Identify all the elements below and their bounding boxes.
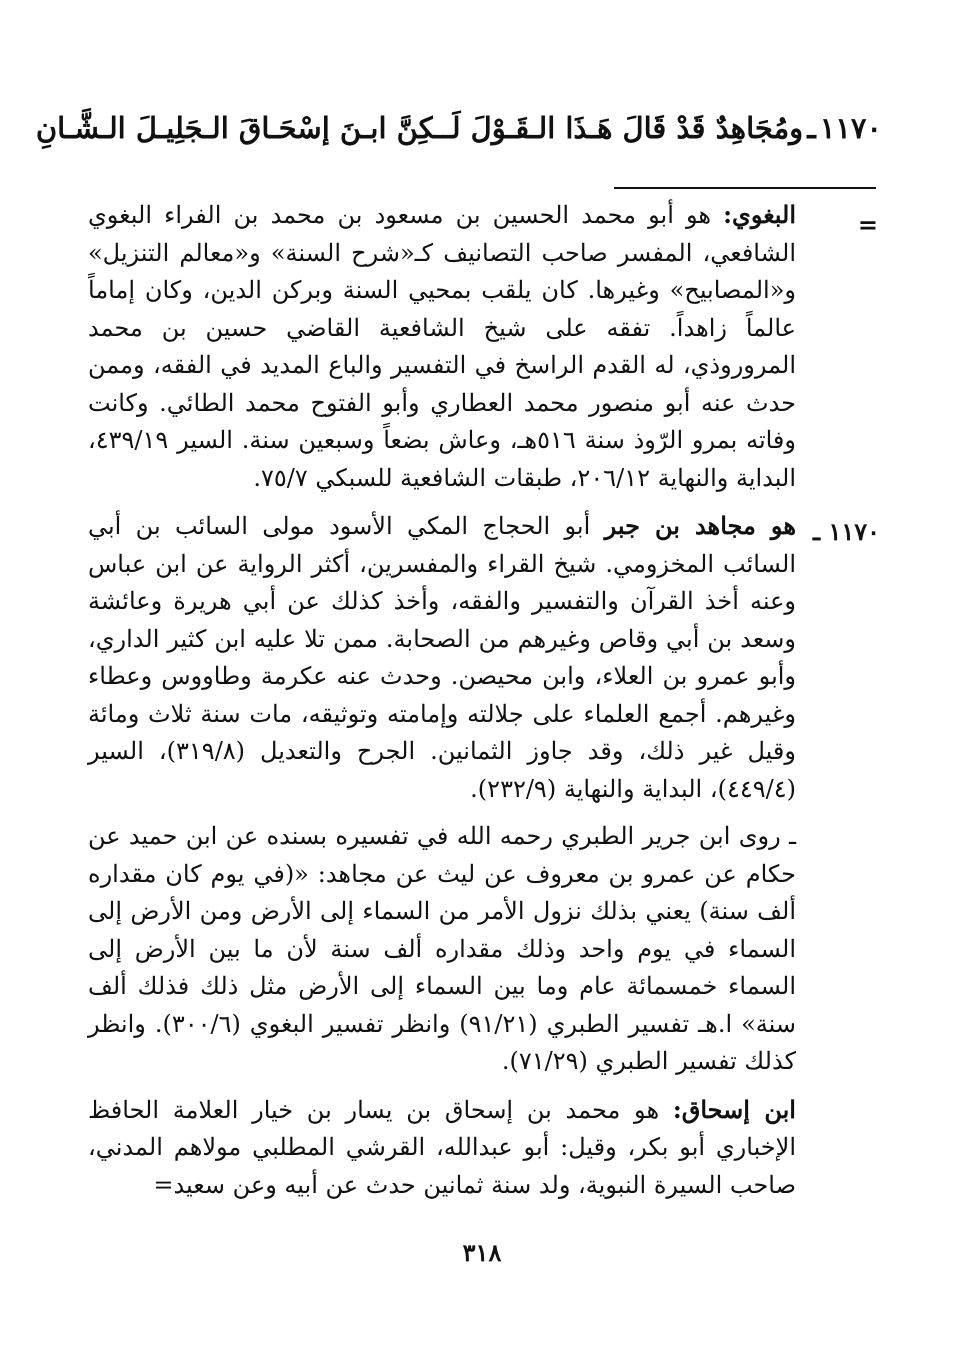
footnote-separator — [614, 187, 876, 189]
note-baghawi-text: هو أبو محمد الحسين بن مسعود بن محمد بن الفراء البغوي الشافعي، المفسر صاحب التصانيف كـ«شرح السنة» و«معالم التنزيل» و«المصابيح» وغيرها. كان يلقب بمحيي السنة وبركن الدين، وكان إماماً عالماً زاهداً. تفقه على شيخ الشافعية القاضي حسين بن محمد المروروذي، له القدم الراسخ في التفسير والباع المديد في الفقه، وممن حدث عنه أبو منصور محمد العطاري وأبو الفتوح محمد الطائي. وكانت وفاته بمرو الرّوذ سنة ٥١٦هـ، وعاش بضعاً وسبعين سنة. السير ٤٣٩/١٩، البداية والنهاية ٢٠٦/١٢، طبقات الشافعية للسبكي ٧٥/٧. — [88, 201, 797, 492]
continuation-marker: = — [857, 210, 878, 239]
verse-second-half — [36, 111, 443, 145]
note-mujahid-lead: هو مجاهد بن جبر — [604, 511, 796, 540]
footnote-number: ١١٧٠ ـ — [813, 517, 880, 546]
note-baghawi-lead: البغوي: — [723, 200, 797, 229]
note-mujahid — [88, 507, 796, 808]
note-tabari-text: ـ روى ابن جرير الطبري رحمه الله في تفسيره بسنده عن ابن حميد عن حكام عن عمرو بن معروف عن ليث عن مجاهد: «(في يوم كان مقداره ألف سنة) يعني بذلك نزول الأمر من السماء إلى الأرض ومن الأرض إلى السماء في يوم واحد وذلك مقداره ألف سنة لأن ما بين الأرض إلى السماء خمسمائة عام وما بين السماء إلى الأرض مثل ذلك فذلك ألف سنة» ا.هـ تفسير الطبري (٩١/٢١) وانظر تفسير البغوي (٣٠٠/٦). وانظر كذلك تفسير الطبري (٧١/٢٩). — [88, 822, 796, 1075]
note-ibn-ishaq-lead: ابن إسحاق: — [672, 1094, 796, 1124]
verse-first-half — [443, 111, 882, 145]
note-mujahid-text: أبو الحجاج المكي الأسود مولى السائب بن أبي السائب المخزومي. شيخ القراء والمفسرين، أكثر الرواية عن ابن عباس وعنه أخذ القرآن والتفسير والفقه، وأخذ كذلك عن أبي هريرة وعائشة وسعد بن أبي وقاص وغيرهم من الصحابة. ممن تلا عليه ابن كثير الداري، وأبو عمرو بن العلاء، وابن محيصن. وحدث عنه عكرمة وطاووس وعطاء وغيرهم. أجمع العلماء على جلالته وإمامته وتوثيقه، مات سنة ثلاث ومائة وقيل غير ذلك، وقد جاوز الثمانين. الجرح والتعديل (٣١٩/٨)، السير (٤٤٩/٤)، البداية والنهاية (٢٣٢/٩). — [88, 512, 796, 803]
verse-dash: ـ — [807, 111, 816, 145]
footnotes-body — [88, 196, 796, 1214]
verse-number: ١١٧٠ — [819, 111, 882, 145]
note-baghawi — [88, 196, 796, 497]
verse-second-hemistich: ـكِنَّ ابـنَ إسْحَـاقَ الـجَلِيـلَ الـشَّـانِ — [35, 111, 444, 145]
poem-verse — [35, 98, 882, 158]
verse-first-hemistich: ومُجَاهِدٌ قَدْ قَالَ هَـذَا الـقَـوْلَ لَـ — [443, 111, 804, 145]
page-number: ٣١٨ — [462, 1238, 502, 1267]
note-ibn-ishaq — [88, 1091, 796, 1205]
note-ibn-ishaq-text: هو محمد بن إسحاق بن يسار بن خيار العلامة الحافظ الإخباري أبو بكر، وقيل: أبو عبدالله، القرشي المطلبي مولاهم المدني، صاحب السيرة النبوية، ولد سنة ثمانين حدث عن أبيه وعن سعيد= — [88, 1095, 796, 1199]
note-tabari — [88, 818, 796, 1081]
